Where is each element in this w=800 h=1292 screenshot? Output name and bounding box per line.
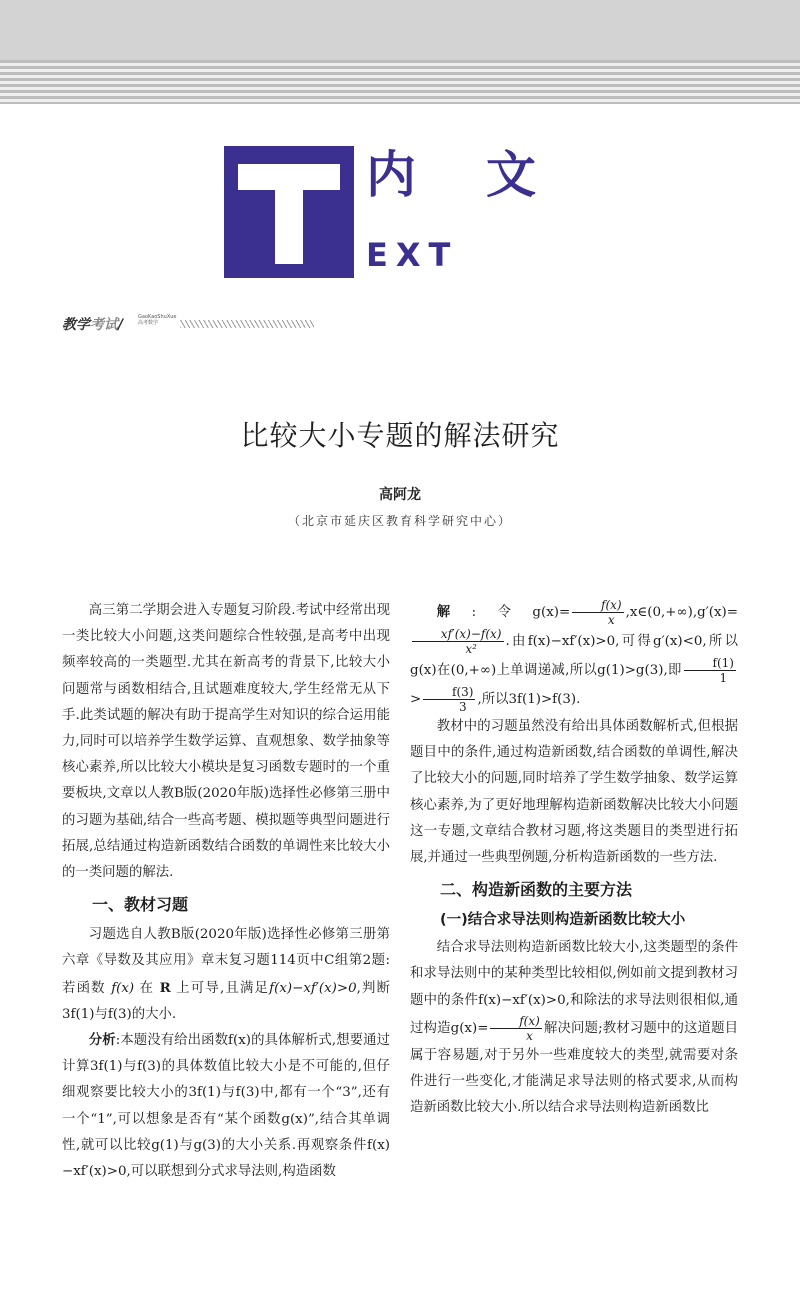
fraction-f1-over-1 <box>684 656 736 685</box>
method-paragraph <box>410 935 738 1121</box>
logo-t-letter-bar <box>238 164 340 190</box>
problem-text-3: 上可导,且满足 <box>176 980 270 996</box>
solution-text-3: .由f(x)−xf′(x)>0,可得g′(x)<0,所以g(x)在(0,+∞)上单调递减,所以g(1)>g(3),即 <box>410 634 738 678</box>
logo-cn-title: 内文 <box>366 146 606 204</box>
fraction-denominator: x <box>526 1028 533 1043</box>
problem-text-4: ,判断3f(1)与f(3)的大小. <box>62 980 391 1022</box>
article-author: 高阿龙 <box>379 487 421 503</box>
fraction-f3-over-3 <box>423 685 475 714</box>
fraction-fx-over-x <box>572 598 623 627</box>
solution-text-1: :令g(x)= <box>471 605 571 620</box>
math-condition: f(x)−xf′(x)>0 <box>269 980 357 996</box>
column-tag-sub-cn: 高考数学 <box>138 320 159 326</box>
solution-paragraph <box>410 598 738 714</box>
article-affiliation: （北京市延庆区教育科学研究中心） <box>287 514 512 528</box>
intro-paragraph: 高三第二学期会进入专题复习阶段.考试中经常出现一类比较大小问题,这类问题综合性较强,是高考中出现频率较高的一类题型.尤其在新高考的背景下,比较大小问题常与函数相结合,且试题难度较大,学生经常无从下手.此类试题的解决有助于提高学生对知识的综合运用能力,同时可以培养学生数学运算、直观想象、数学抽象等核心素养,所以比较大小模块是复习函数专题时的一个重要板块,文章以人教B版(2020年版)选择性必修第三册中的习题为基础,结合一些高考题、模拟题等典型问题进行拓展,总结通过构造新函数结合函数的单调性来比较大小的一类问题的解法. <box>62 603 390 881</box>
fraction-numerator: f(x) <box>572 598 623 613</box>
logo-t-letter-stem <box>275 190 303 264</box>
solution-text-2: ,x∈(0,+∞),g′(x)= <box>625 605 738 620</box>
analysis-paragraph <box>62 1028 390 1185</box>
column-tag-separator: / <box>118 317 124 333</box>
fraction-denominator: 1 <box>719 671 728 685</box>
analysis-label: 分析 <box>88 1033 116 1049</box>
problem-paragraph <box>62 922 390 1028</box>
column-tag-label <box>62 314 123 334</box>
textbook-summary-paragraph: 教材中的习题虽然没有给出具体函数解析式,但根据题目中的条件,通过构造新函数,结合函数的单调性,解决了比较大小的问题,同时培养了学生数学抽象、数学运算核心素养,为了更好地理解构造新函数解决比较大小问题这一专题,文章结合教材习题,将这类题目的类型进行拓展,并通过一些典型例题,分析构造新函数的一些方法. <box>410 719 738 866</box>
subsection-heading-derivative-rules: (一)结合求导法则构造新函数比较大小 <box>440 912 686 929</box>
solution-label: 解 <box>436 605 472 620</box>
column-tag-sub-pinyin: GaoKaoShuXue <box>138 314 177 320</box>
fraction-denominator: x² <box>465 642 477 656</box>
fraction-numerator: f(1) <box>684 656 736 671</box>
fraction-numerator: f(3) <box>423 685 475 700</box>
fraction-numerator: f(x) <box>490 1014 541 1029</box>
left-column <box>62 598 390 1185</box>
right-column <box>410 598 738 1121</box>
analysis-text: :本题没有给出函数f(x)的具体解析式,想要通过计算3f(1)与f(3)的具体数值比较大小是不可能的,但仔细观察要比较大小的3f(1)与f(3)中,都有一个“3”,还有一个“1”,可以想象是否有“某个函数g(x)”,结合其单调性,就可以比较g(1)与g(3)的大小关系.再观察条件f(x)−xf′(x)>0,可以联想到分式求导法则,构造函数 <box>62 1033 390 1180</box>
section-heading-textbook: 一、教材习题 <box>92 895 189 915</box>
page-bottom-edge <box>0 1280 800 1292</box>
math-R: R <box>159 979 171 996</box>
column-tag <box>62 312 262 332</box>
math-fx: f(x) <box>111 980 135 996</box>
problem-text-2: 在 <box>139 980 155 996</box>
article-title: 比较大小专题的解法研究 <box>240 419 560 452</box>
logo-en-title: EXT <box>366 236 459 274</box>
method-text-1: 结合求导法则构造新函数比较大小,这类题型的条件和求导法则中的某种类型比较相似,例如前文提到教材习题中的条件f(x)−xf′(x)>0,和除法的求导法则很相似,通过构造g(x)= <box>410 940 738 1036</box>
math-greater-than: > <box>410 692 422 707</box>
header-stripes <box>0 60 800 104</box>
fraction-gprime <box>412 627 504 656</box>
text-logo-block <box>224 146 354 278</box>
method-text-2: 解决问题;教材习题中的这道题目属于容易题,对于另外一些难度较大的类型,就需要对条件进行一些变化,才能满足求导法则的格式要求,从而构造新函数比较大小.所以结合求导法则构造新函数比 <box>410 1020 739 1116</box>
section-heading-methods: 二、构造新函数的主要方法 <box>440 880 633 900</box>
column-tag-light: 考试 <box>90 317 118 333</box>
column-tag-hatch <box>180 320 314 328</box>
problem-text-1: 习题选自人教B版(2020年版)选择性必修第三册第六章《导数及其应用》章末复习题114页中C组第2题:若函数 <box>62 927 390 996</box>
header-band <box>0 0 800 104</box>
fraction-denominator: 3 <box>458 700 467 714</box>
fraction-fx-over-x <box>490 1014 541 1043</box>
fraction-numerator: xf′(x)−f(x) <box>412 627 504 642</box>
solution-text-4: ,所以3f(1)>f(3). <box>477 692 581 707</box>
fraction-denominator: x <box>607 613 615 627</box>
column-tag-sub <box>138 314 177 326</box>
column-tag-main: 教学 <box>62 317 90 333</box>
